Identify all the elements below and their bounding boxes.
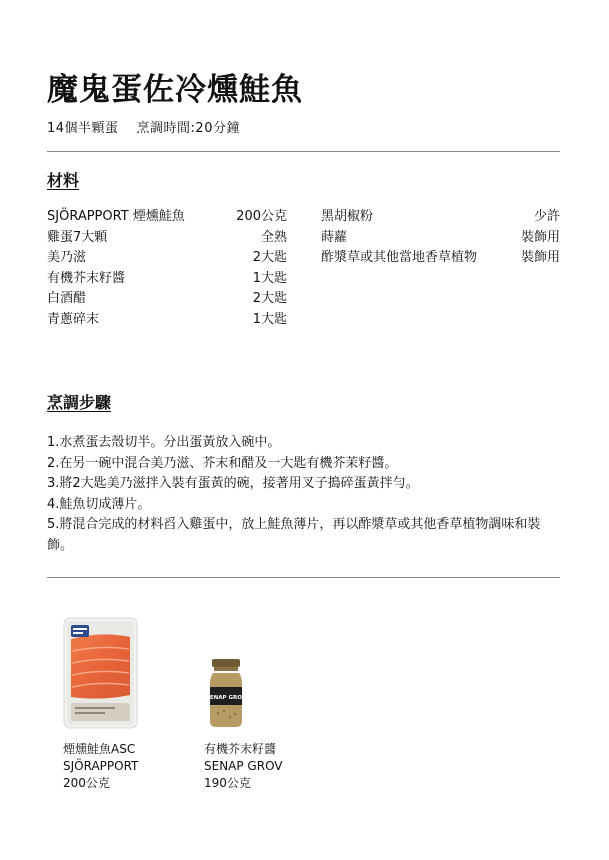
ingredient-qty: 裝飾用 [520, 250, 560, 266]
ingredient-qty: 裝飾用 [520, 229, 560, 245]
ingredient-qty: 2大匙 [252, 291, 287, 307]
product-caption [204, 741, 283, 792]
ingredient-name: SJÖRAPPORT 煙燻鮭魚 [47, 209, 185, 224]
recipe-meta [47, 120, 240, 138]
ingredients-right-column [321, 207, 560, 269]
step-item: 5.將混合完成的材料舀入雞蛋中，放上鮭魚薄片，再以酢漿草或其他香草植物調味和裝飾。 [47, 517, 541, 553]
ingredient-row [47, 310, 287, 331]
product-card[interactable] [204, 617, 283, 790]
product-name: 有機芥末籽醬 [204, 742, 277, 756]
servings-text: 14個半顆蛋 [47, 121, 119, 136]
ingredient-qty: 少許 [533, 209, 560, 224]
ingredient-row [47, 228, 287, 249]
ingredient-row [321, 248, 560, 269]
ingredient-qty: 全熟 [260, 229, 287, 245]
ingredient-qty: 2大匙 [252, 250, 287, 266]
step-item: 2.在另一碗中混合美乃滋、芥末和醋及一大匙有機芥茉籽醬。 [47, 455, 398, 471]
product-size: 200公克 [63, 776, 110, 790]
divider [47, 577, 560, 578]
product-card[interactable] [63, 617, 139, 790]
ingredient-row [47, 207, 287, 228]
ingredient-name: 蒔蘿 [321, 229, 348, 245]
product-brand: SJÖRAPPORT [63, 759, 139, 773]
ingredient-row [321, 228, 560, 249]
step-item: 3.將2大匙美乃滋拌入裝有蛋黃的碗，接著用叉子搗碎蛋黃拌勻。 [47, 476, 419, 492]
steps-list [47, 433, 562, 557]
ingredient-row [47, 289, 287, 310]
ingredient-name: 美乃滋 [47, 250, 87, 266]
steps-heading: 烹調步驟 [47, 393, 112, 412]
ingredient-name: 黑胡椒粉 [321, 209, 374, 224]
product-size: 190公克 [204, 776, 251, 790]
product-brand: SENAP GROV [204, 759, 283, 773]
cook-time-text: 烹調時間:20分鐘 [136, 121, 240, 136]
jar-label-text: SENAP GROV [206, 695, 246, 701]
product-caption [63, 741, 138, 792]
step-item: 4.鮭魚切成薄片。 [47, 496, 151, 512]
ingredient-name: 白酒醋 [47, 291, 87, 307]
ingredient-row [47, 269, 287, 290]
recipe-title: 魔鬼蛋佐冷燻鮭魚 [47, 72, 303, 108]
ingredient-qty: 1大匙 [252, 311, 287, 327]
product-name: 煙燻鮭魚ASC [63, 742, 136, 756]
smoked-salmon-package-image [63, 617, 138, 729]
ingredient-name: 雞蛋7大顆 [47, 229, 108, 245]
ingredient-name: 有機芥末籽醬 [47, 270, 126, 286]
ingredients-left-column [47, 207, 287, 331]
ingredient-row [47, 248, 287, 269]
mustard-jar-image [206, 617, 246, 729]
ingredient-qty: 1大匙 [252, 270, 287, 286]
ingredient-name: 酢漿草或其他當地香草植物 [321, 250, 478, 266]
ingredients-heading: 材料 [47, 171, 80, 190]
ingredient-qty: 200公克 [236, 209, 287, 224]
ingredient-name: 青蔥碎末 [47, 311, 100, 327]
divider [47, 151, 560, 152]
step-item: 1.水煮蛋去殼切半。分出蛋黃放入碗中。 [47, 435, 281, 450]
ingredient-row [321, 207, 560, 228]
